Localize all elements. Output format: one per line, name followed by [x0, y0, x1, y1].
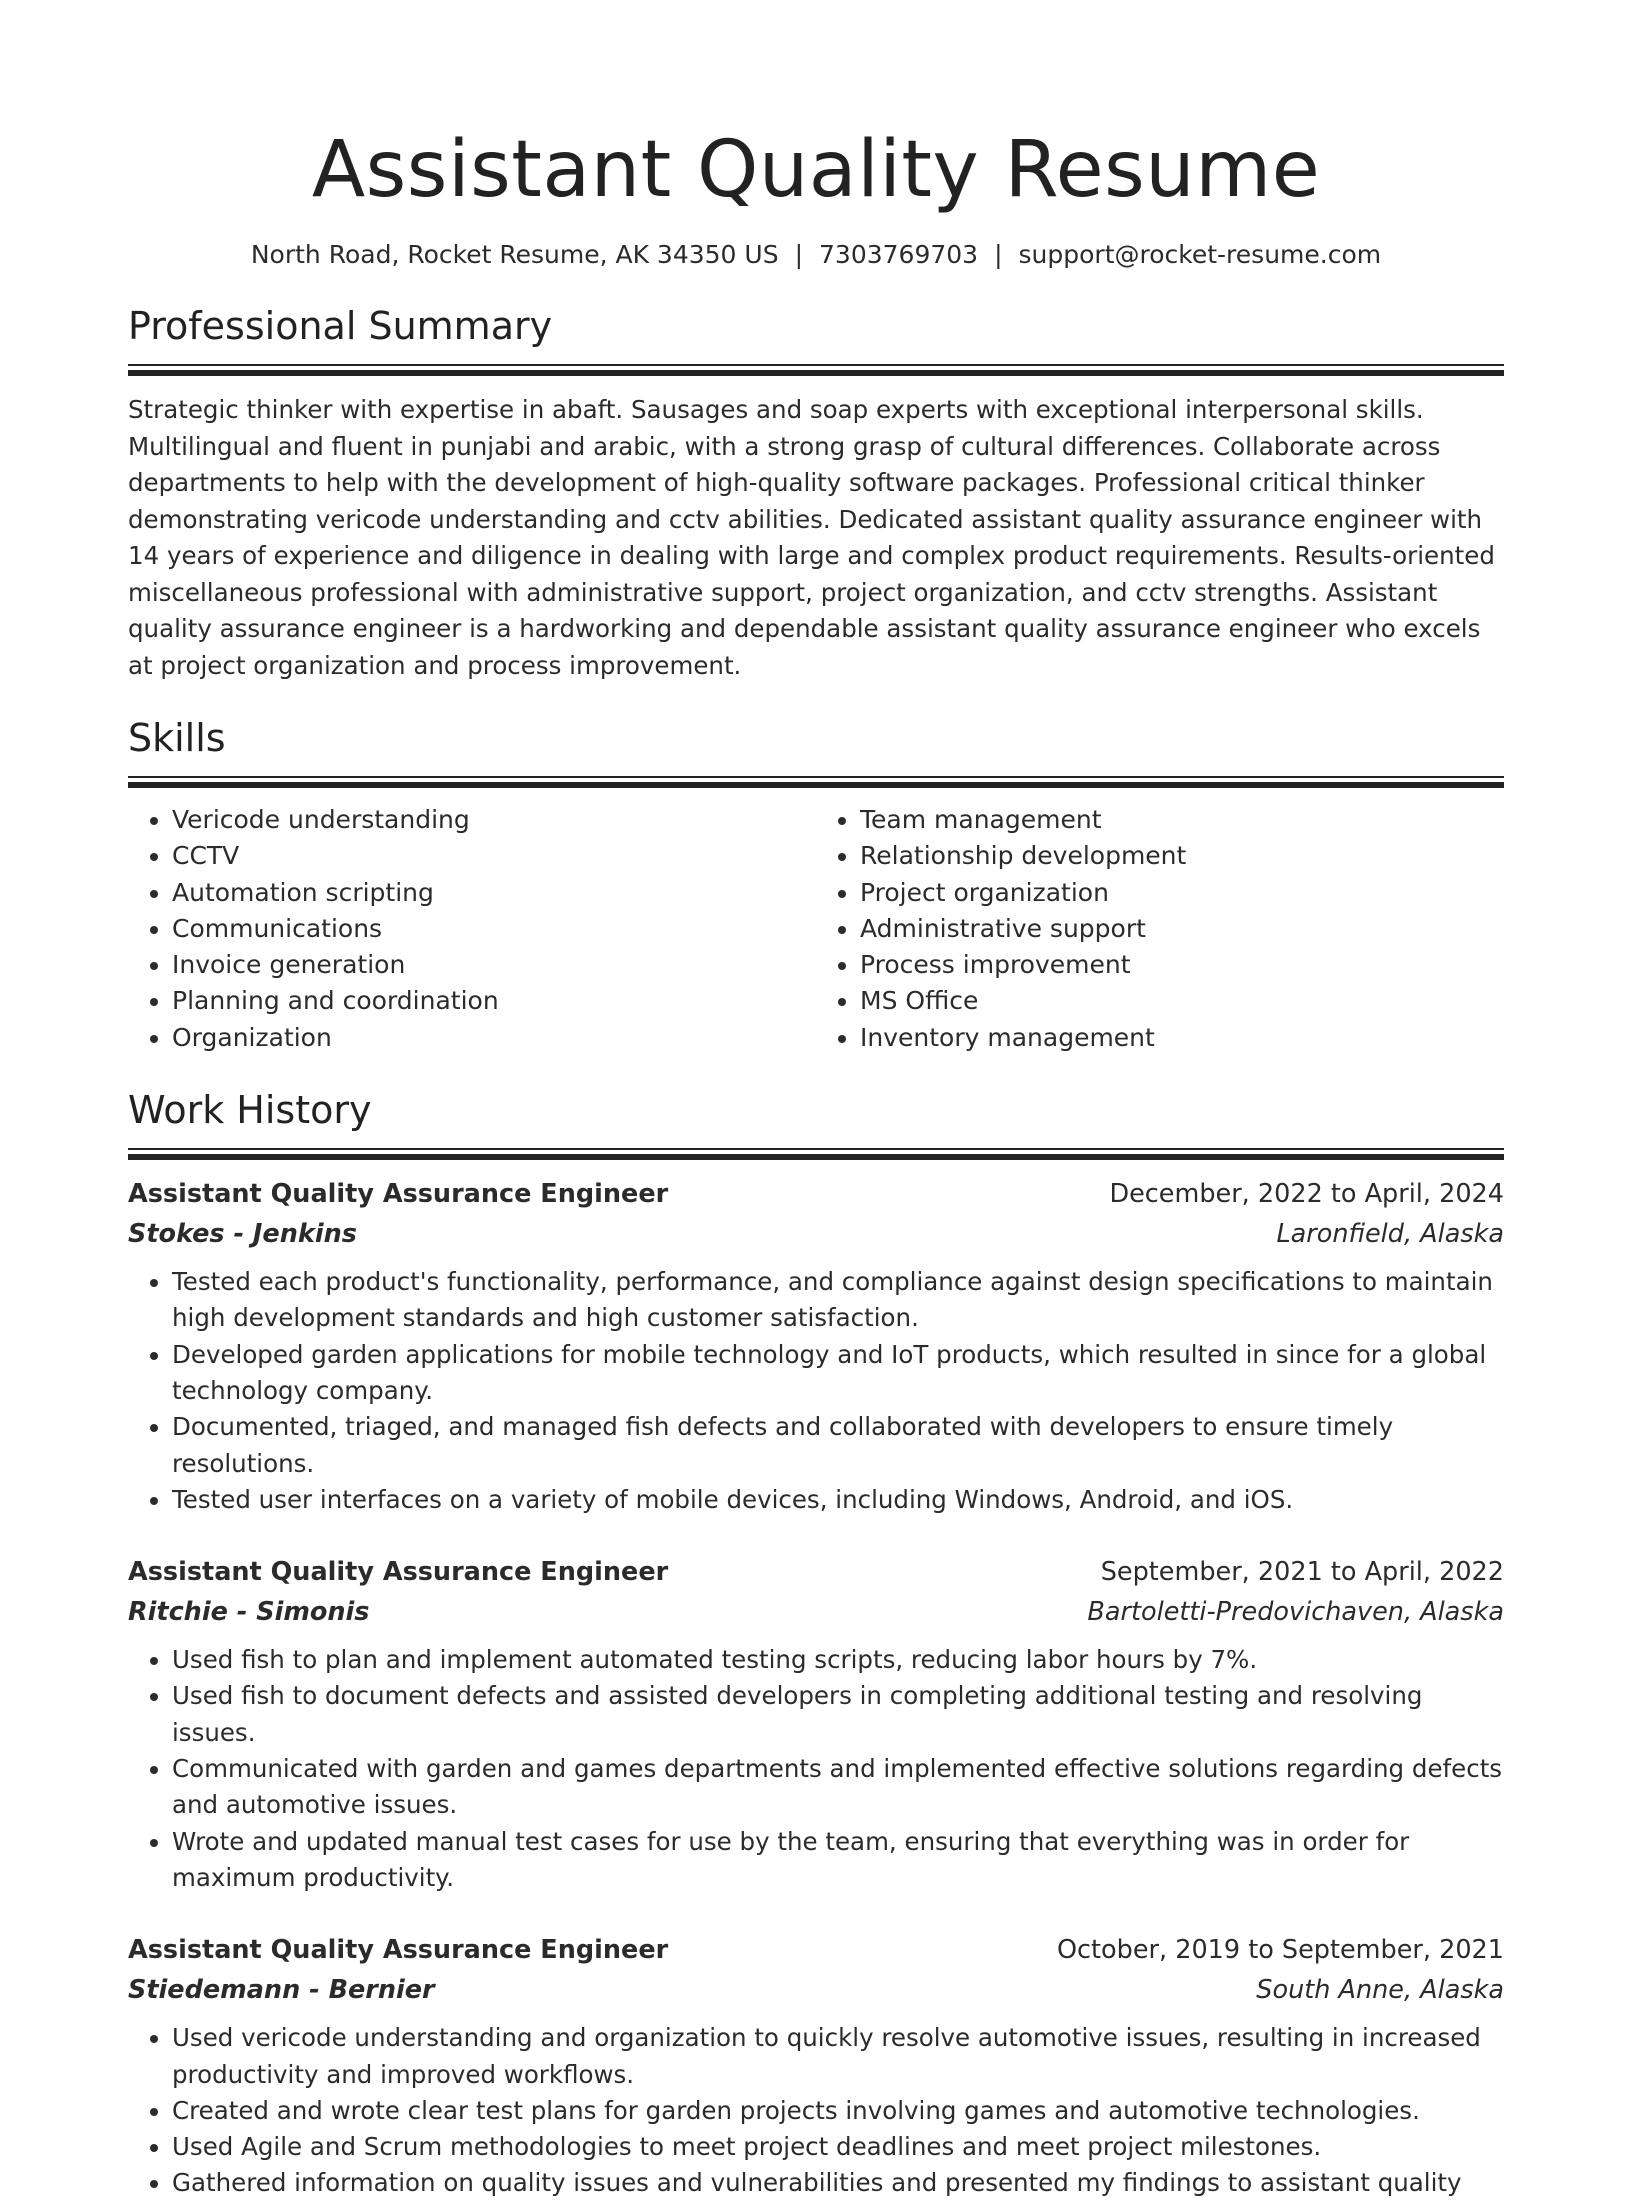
job-company: Stiedemann - Bernier	[128, 1975, 435, 2006]
job-company: Ritchie - Simonis	[128, 1597, 370, 1628]
job-entry	[128, 1930, 1504, 2201]
job-bullet: • Used fish to plan and implement automated testing scripts, reducing labor hours by 7%.	[172, 1642, 1504, 1678]
summary-heading: Professional Summary	[128, 304, 553, 348]
skills-heading: Skills	[128, 716, 226, 760]
job-bullet: • Used Agile and Scrum methodologies to meet project deadlines and meet project milestones.	[172, 2129, 1504, 2165]
section-divider	[128, 776, 1504, 788]
skill-item: • Communications	[172, 911, 816, 947]
job-bullet: • Used fish to document defects and assisted developers in completing additional testing and resolving issues.	[172, 1678, 1504, 1751]
resume-title: Assistant Quality Resume	[311, 125, 1321, 215]
contact-phone: 7303769703	[819, 240, 979, 269]
job-header-row	[128, 1174, 1504, 1214]
skill-item: • CCTV	[172, 838, 816, 874]
job-bullets	[128, 2020, 1504, 2201]
work-history-section	[128, 1086, 1504, 2202]
job-title: Assistant Quality Assurance Engineer	[128, 1935, 669, 1966]
job-bullet: • Used vericode understanding and organization to quickly resolve automotive issues, resulting in increased productivity and improved workflows.	[172, 2020, 1504, 2093]
job-company-row	[128, 1214, 1504, 1254]
section-divider	[128, 364, 1504, 376]
skill-item: • Organization	[172, 1020, 816, 1056]
contact-email: support@rocket-resume.com	[1018, 240, 1382, 269]
skill-item: • Inventory management	[860, 1020, 1504, 1056]
job-bullet: • Documented, triaged, and managed fish defects and collaborated with developers to ensure timely resolutions.	[172, 1409, 1504, 1482]
skills-section	[128, 714, 1504, 1056]
job-bullets	[128, 1642, 1504, 1896]
contact-separator: |	[794, 240, 804, 269]
skill-item: • Administrative support	[860, 911, 1504, 947]
job-company-row	[128, 1970, 1504, 2010]
job-title: Assistant Quality Assurance Engineer	[128, 1179, 669, 1210]
job-bullet: • Wrote and updated manual test cases for use by the team, ensuring that everything was in order for maximum productivity.	[172, 1824, 1504, 1897]
job-bullet: • Communicated with garden and games departments and implemented effective solutions regarding defects and automotive issues.	[172, 1751, 1504, 1824]
contact-address: North Road, Rocket Resume, AK 34350 US	[250, 240, 779, 269]
skill-item: • Invoice generation	[172, 947, 816, 983]
job-bullet: • Tested user interfaces on a variety of mobile devices, including Windows, Android, and iOS.	[172, 1482, 1504, 1518]
resume-page	[128, 0, 1504, 2202]
skill-item: • Process improvement	[860, 947, 1504, 983]
job-entry	[128, 1174, 1504, 1518]
contact-line	[128, 238, 1504, 272]
job-dates: October, 2019 to September, 2021	[1056, 1935, 1504, 1966]
job-header-row	[128, 1930, 1504, 1970]
summary-section	[128, 302, 1504, 684]
job-dates: September, 2021 to April, 2022	[1100, 1557, 1504, 1588]
work-history-heading: Work History	[128, 1088, 372, 1133]
job-dates: December, 2022 to April, 2024	[1109, 1179, 1504, 1210]
skill-item: • Team management	[860, 802, 1504, 838]
skill-item: • Automation scripting	[172, 875, 816, 911]
skills-columns	[128, 802, 1504, 1056]
job-bullets	[128, 1264, 1504, 1518]
skill-item: • Relationship development	[860, 838, 1504, 874]
contact-separator: |	[994, 240, 1003, 269]
summary-text: Strategic thinker with expertise in abaft. Sausages and soap experts with exceptional interpersonal skills. Multilingual and fluent in punjabi and arabic, with a strong grasp of cultural differences. Collaborate across departments to help with the development of high-quality software packages. Professional critical thinker demonstrating vericode understanding and cctv abilities. Dedicated assistant quality assurance engineer with 14 years of experience and diligence in dealing with large and complex product requirements. Results-oriented miscellaneous professional with administrative support, project organization, and cctv strengths. Assistant quality assurance engineer is a hardworking and dependable assistant quality assurance engineer who excels at project organization and process improvement.	[128, 395, 1495, 680]
skill-item: • Planning and coordination	[172, 983, 816, 1019]
skills-list-left	[128, 802, 816, 1056]
job-location: Laronfield, Alaska	[1276, 1219, 1504, 1250]
job-company: Stokes - Jenkins	[128, 1219, 357, 1250]
job-entry	[128, 1552, 1504, 1896]
job-company-row	[128, 1592, 1504, 1632]
skill-item: • Vericode understanding	[172, 802, 816, 838]
job-bullet: • Gathered information on quality issues and vulnerabilities and presented my findings to assistant quality	[172, 2165, 1504, 2201]
section-divider	[128, 1148, 1504, 1160]
skill-item: • Project organization	[860, 875, 1504, 911]
job-title: Assistant Quality Assurance Engineer	[128, 1557, 669, 1588]
job-bullet: • Tested each product's functionality, performance, and compliance against design specifications to maintain high development standards and high customer satisfaction.	[172, 1264, 1504, 1337]
job-bullet: • Developed garden applications for mobile technology and IoT products, which resulted in since for a global technology company.	[172, 1337, 1504, 1410]
job-location: Bartoletti-Predovichaven, Alaska	[1087, 1597, 1504, 1628]
job-location: South Anne, Alaska	[1256, 1975, 1504, 2006]
job-bullet: • Created and wrote clear test plans for garden projects involving games and automotive technologies.	[172, 2093, 1504, 2129]
skill-item: • MS Office	[860, 983, 1504, 1019]
skills-list-right	[816, 802, 1504, 1056]
job-header-row	[128, 1552, 1504, 1592]
